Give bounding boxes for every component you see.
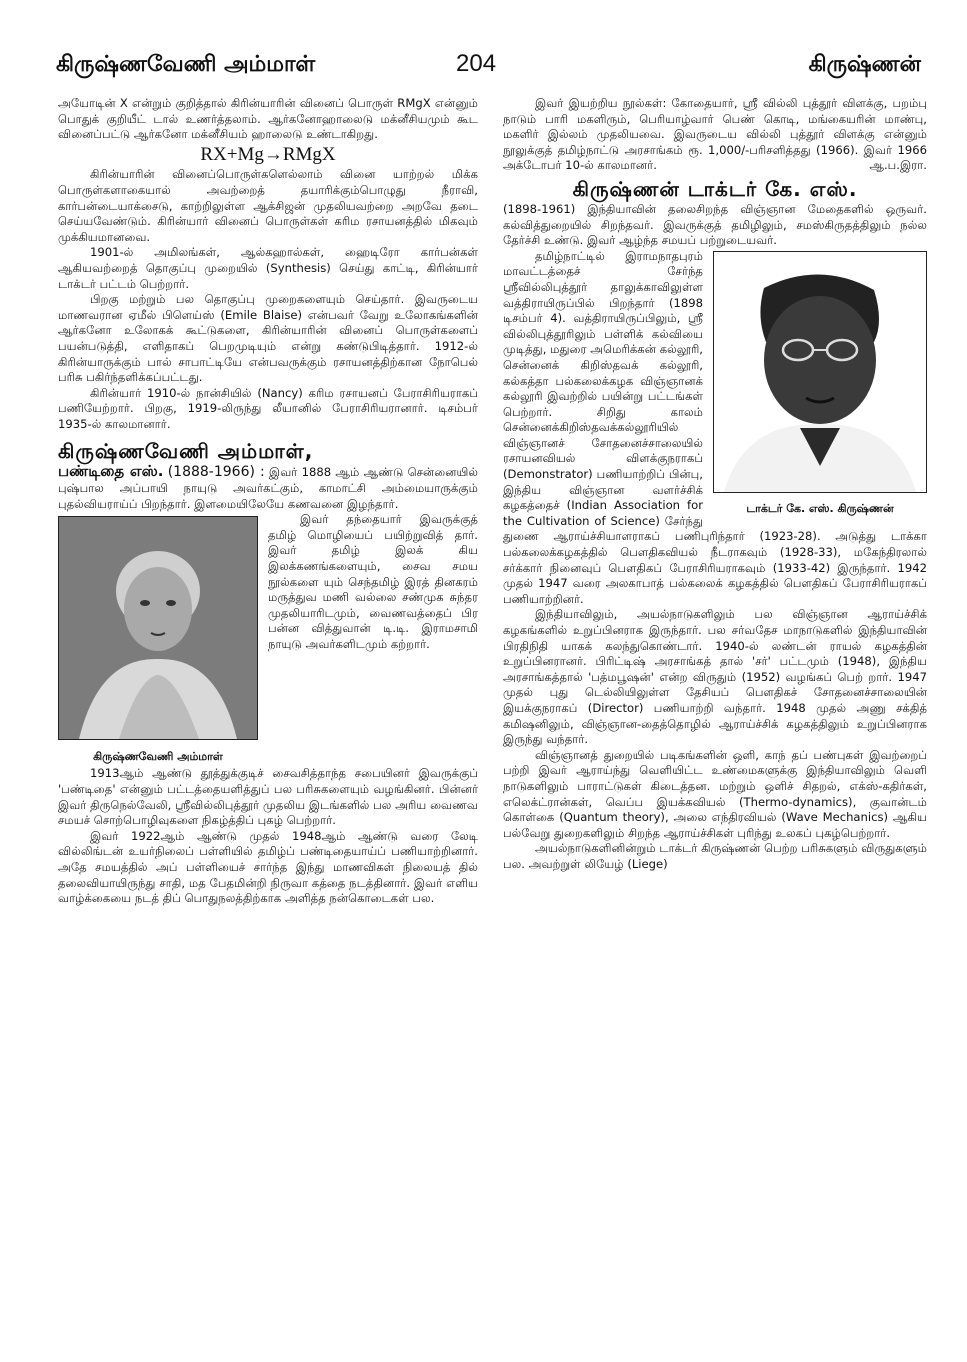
article-heading: கிருஷ்ணவேணி அம்மாள், bbox=[58, 439, 314, 464]
article-heading-cont: பண்டிதை எஸ். bbox=[58, 462, 164, 481]
paragraph: இவர் தந்தையார் இவருக்குத் தமிழ் மொழியைப் பயிற்றுவித் தார். இவர் தமிழ் இலக் கிய இலக்கணங்களையும், சைவ சமய நூல்களை யும் செந்தமிழ் இரத் தினகரம் மருத்துவ மணி வல்லை சண்முக சுந்தர முதலியாரிடமும், வைணவத்தைப் பிர பன்ன வித்துவான் டி.டி. இராமசாமி நாயுடு அவர்களிடமும் கற்றார். bbox=[268, 512, 478, 651]
photo-caption: டாக்டர் கே. எஸ். கிருஷ்ணன் bbox=[746, 502, 894, 516]
paragraph: அயல்நாடுகளினின்றும் டாக்டர் கிருஷ்ணன் பெற்ற பரிசுகளும் விருதுகளும் பல. அவற்றுள் லியேழ் (Liege) bbox=[503, 841, 927, 871]
author-signature: ஆ.ப.இரா. bbox=[869, 158, 927, 173]
paragraph: தமிழ்நாட்டில் இராமநாதபுரம் மாவட்டத்தைச் சேர்ந்த ஸ்ரீவில்லிபுத்தூர் தாலுக்காவிலுள்ள வத்திராயிருப்பில் பிறந்தார் (1898 டிசம்பர் 4). வத்திராயிருப்பிலும், ஸ்ரீ வில்லிபுத்தூரிலும் பள்ளிக் கல்வியை முடித்து, மதுரை அமெரிக்கன் கல்லூரி, சென்னைக் கிறிஸ்தவக் கல்லூரி, கல்கத்தா பல்கலைக்கழக விஞ்ஞானக் கல்லூரி இவற்றில் பயின்று பட்டங்கள் பெற்றார். சிறிது காலம் சென்னைக்கிறிஸ்தவக்கல்லூரியில் விஞ்ஞானச் சோதனைச்சாலையில் ரசாயனவியல் விளக்குநராகப் (Demonstrator) பணியாற்றிப் பின்பு, இந்திய விஞ்ஞான வளர்ச்சிக் கழகத்தைச் (Indian Association for the Cultivation of Science) சேர்ந்து துணை ஆராய்ச்சியாளராகப் பணிபுரிந்தார் (1923-28). அடுத்து டாக்கா பல்கலைக்கழகத்தில் பௌதிகவியல் நீடராகவும் (1928-33), மகேந்திரலால் சர்க்கார் நினைவுப் பௌதிகப் பேராசிரியராகவும் (1933-42) இருந்தார். 1942 முதல் 1947 வரை அலகாபாத் பல்கலைக் கழகத்தில் பௌதிகப் பேராசிரியராகப் பணியாற்றினர். bbox=[503, 248, 927, 606]
intro-text: இவர் 1888 ஆம் ஆண்டு சென்னையில் புஷ்பால அப்பாயி நாயுடு அவர்கட்கும், காமாட்சி அம்மையாருக்கும் புதல்வியராய்ப் பிறந்தார். இளமையிலேயே கணவனை இழந்தார். bbox=[58, 465, 479, 511]
portrait-krishnan bbox=[713, 251, 927, 517]
right-column bbox=[503, 96, 927, 873]
article-heading: கிருஷ்ணன் டாக்டர் கே. எஸ். bbox=[572, 176, 858, 201]
paragraph: (1898-1961) இந்தியாவின் தலைசிறந்த விஞ்ஞான மேதைகளில் ஒருவர். கல்வித்துறையில் சிறந்தவர். இவருக்குத் தமிழிலும், சமஸ்கிருதத்திலும் நல்ல தேர்ச்சி உண்டு. இவர் ஆழ்ந்த சமயப் பற்றுடையவர். bbox=[503, 201, 927, 248]
paragraph: கிரின்யார் 1910-ல் நான்சியில் (Nancy) கரிம ரசாயனப் பேராசிரியராகப் பணியேற்றார். பிறகு, 1919-லிருந்து லீயானில் பேராசிரியரானார். டிசம்பர் 1935-ல் காலமானார். bbox=[58, 385, 478, 431]
paragraph: விஞ்ஞானத் துறையில் படிகங்களின் ஒளி, காந் தப் பண்புகள் இவற்றைப் பற்றி இவர் ஆராய்ந்து வெளியிட்ட உண்மைகளுக்கு இந்தியாவிலும் வெளி நாடுகளிலும் பாராட்டுகள் கிடைத்தன. மற்றும் ஒளிச் சிதறல், எக்ஸ்-கதிர்கள், எலெக்ட்ரான்கள், வெப்ப இயக்கவியல் (Thermo-dynamics), குவான்டம் கொள்கை (Quantum theory), அலை எந்திரவியல் (Wave Mechanics) ஆகிய பல்வேறு துறைகளிலும் சிறந்த ஆராய்ச்சிகள் புரிந்து உலகப் புகழ்பெற்றார். bbox=[503, 747, 927, 840]
paragraph: பிறகு மற்றும் பல தொகுப்பு முறைகளையும் செய்தார். இவருடைய மாணவரான ஏமீல் பிளெய்ஸ் (Emile Blaise) என்பவர் வேறு உலோகங்களின் ஆர்கனோ உலோகக் கூட்டுகளை, கிரின்யாரின் வினைப் பொருள்களைப் பயன்படுத்தி, எளிதாகப் பெறமுடியும் என்று கண்டுபிடித்தார். 1912-ல் கிரின்யாருக்கும் பால் சாபாட்டியே என்பவருக்கும் ரசாயனத்திற்கான நோபெல் பரிசு பகிர்ந்தளிக்கப்பட்டது. bbox=[58, 292, 478, 385]
running-head-left: கிருஷ்ணவேணி அம்மாள் bbox=[56, 52, 316, 77]
life-dates: (1888-1966) : bbox=[167, 464, 265, 481]
page-number: 204 bbox=[456, 50, 497, 77]
paragraph: 1913ஆம் ஆண்டு தூத்துக்குடிச் சைவசித்தாந்த சபையினர் இவருக்குப் 'பண்டிதை' என்னும் பட்டத்தையளித்துப் பல பரிசுகளையும் வழங்கினர். பின்னர் இவர் திருநெல்வேலி, ஸ்ரீவில்லிபுத்தூர் முதலிய இடங்களில் பல அரிய வைணவ சமயச் சொற்பொழிவுகளை நிகழ்த்திப் புகழ் பெற்றார். bbox=[58, 766, 478, 828]
portrait-krishnaveni bbox=[58, 516, 258, 764]
photo-caption: கிருஷ்ணவேணி அம்மாள் bbox=[93, 749, 223, 763]
left-column bbox=[58, 96, 478, 907]
paragraph: அயோடின் X என்றும் குறித்தால் கிரின்யாரின் வினைப் பொருள் RMgX என்னும் பொதுக் குறியீட் டால் உணர்த்தலாம். ஆர்கனோஹாலைடு மக்னீசியமும் கூட வினைப்பட்டு ஆர்கனோ மக்னீசியம் ஹாலைடு உண்டாகிறது. bbox=[58, 96, 478, 142]
article-intro bbox=[58, 464, 478, 512]
paragraph: இவர் 1922ஆம் ஆண்டு முதல் 1948ஆம் ஆண்டு வரை லேடி வில்லிங்டன் உயர்நிலைப் பள்ளியில் தமிழ்ப் பண்டிதையாய்ப் பணியாற்றினார். அதே சமயத்தில் அப் பள்ளியைச் சார்ந்த இந்து மாணவிகள் நிலையத் தில் தலைவியாயிருந்து சாதி, மத பேதமின்றி நிருவா கத்தை நடத்தினார். இவர் எளிய வாழ்க்கையை நடத் திப் பொதுநலத்திற்காக அளித்த நன்கொடைகள் பல. bbox=[58, 828, 478, 906]
chemical-formula: RX+Mg→RMgX bbox=[200, 143, 336, 165]
paragraph: இந்தியாவிலும், அயல்நாடுகளிலும் பல விஞ்ஞான ஆராய்ச்சிக் கழகங்களில் உறுப்பினராக இருந்தார். பல சர்வதேச மாநாடுகளில் இந்தியாவின் பிரதிநிதி யாகக் கலந்துகொண்டார். 1940-ல் லண்டன் ராயல் கழகத்தின் உறுப்பினரானர். பிரிட்டிஷ் அரசாங்கத் தால் 'சர்' பட்டமும் (1948), இந்திய அரசாங்கத்தால் 'பத்மபூஷன்' என்ற விருதும் (1952) வழங்கப் பெற் றார். 1947 முதல் புது டெல்லியிலுள்ள தேசியப் பௌதிகச் சோதனைச்சாலையின் இயக்குநராகப் (Director) பணியாற்றி வந்தார். 1948 முதல் அணு சக்தித் கமிஷனிலும், விஞ்ஞான-தைத்தொழில் ஆராய்ச்சிக் கழகத்திலும் உறுப்பினராக இருந்து வந்தார். bbox=[503, 607, 927, 747]
portrait-image bbox=[58, 516, 258, 740]
paragraph bbox=[503, 96, 927, 174]
running-head-right: கிருஷ்ணன் bbox=[808, 52, 921, 77]
paragraph-text: இவர் இயற்றிய நூல்கள்: கோதையார், ஸ்ரீ வில்லி புத்தூர் விளக்கு, பறம்பு நாடும் பாரி மகளிரும், பெரியாழ்வார் பெண் கொடி, மங்கையரின் மாண்பு, மகளிர் இல்லம் முதலியவை. இவருடைய வில்லி புத்தூர் விளக்கு என்னும் நூலுக்குத் தமிழ்நாட்டு அரசாங்கம் ரூ. 1,000/-பரிசளித்தது (1966). இவர் 1966 அக்டோபர் 10-ல் காலமானர். bbox=[503, 96, 927, 173]
paragraph: கிரின்யாரின் வினைப்பொருள்களெல்லாம் வினை யாற்றல் மிக்க பொருள்களாகையால் அவற்றைத் தயாரிக்கும்பொழுது நீராவி, கார்பன்டையாக்சைடு, காற்றிலுள்ள ஆக்சிஜன் முதலியவற்றை அறவே தடை செய்யவேண்டும். கிரின்யார் வினைப் பொருள்கள் கரிம ரசாயனத்தில் மிகவும் முக்கியமானவை. bbox=[58, 167, 478, 244]
portrait-image bbox=[713, 251, 927, 493]
paragraph: 1901-ல் அமிலங்கள், ஆல்கஹால்கள், ஹைடிரோ கார்பன்கள் ஆகியவற்றைத் தொகுப்பு முறையில் (Synthesis) செய்து காட்டி, கிரின்யார் டாக்டர் பட்டம் பெற்றார். bbox=[58, 245, 478, 291]
